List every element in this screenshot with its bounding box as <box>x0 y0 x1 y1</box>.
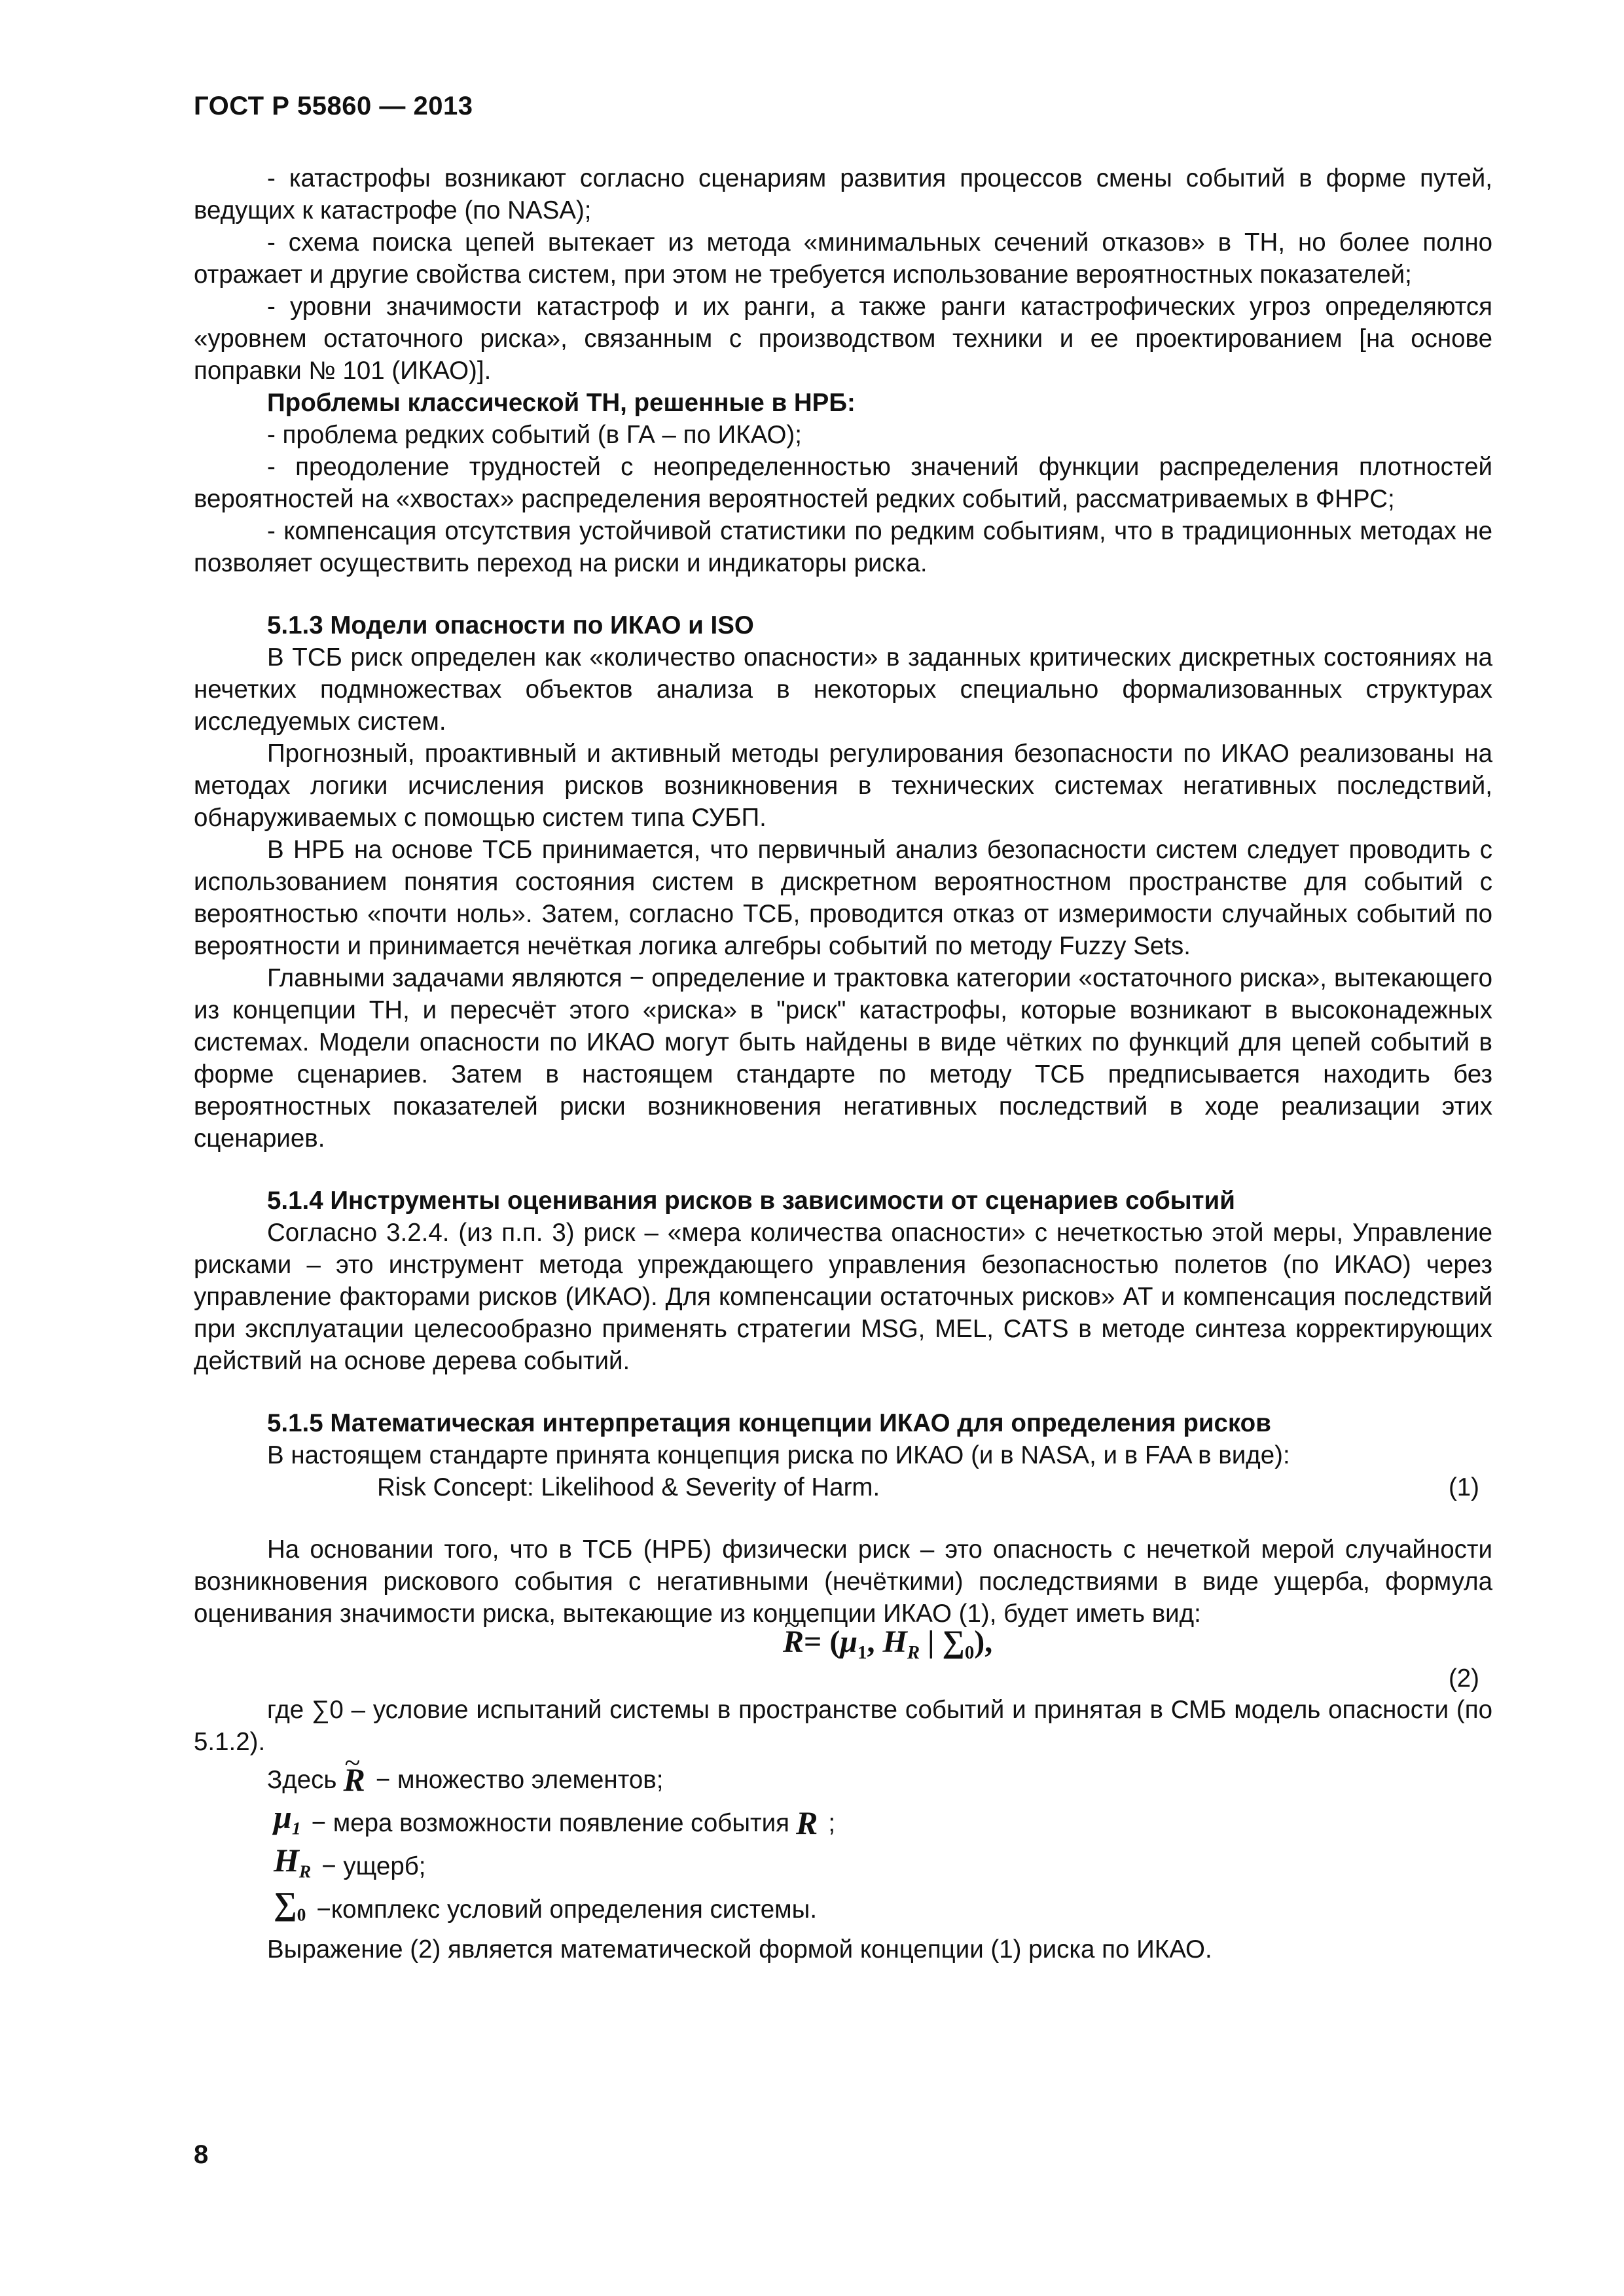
definition-r: Здесь ~ R − множество элементов; <box>267 1758 1492 1801</box>
section-heading-5-1-3: 5.1.3 Модели опасности по ИКАО и ISO <box>267 611 754 639</box>
symbol-h: $H_R$ <box>274 1842 312 1882</box>
subheading-problems: Проблемы классической ТН, решенные в НРБ: <box>267 389 856 417</box>
paragraph: где ∑0 – условие испытаний системы в пространстве событий и принятая в СМБ модель опасности (по 5.1.2). <box>194 1696 1492 1756</box>
section-heading-5-1-5: 5.1.5 Математическая интерпретация концепции ИКАО для определения рисков <box>267 1409 1271 1437</box>
closing-sentence: Выражение (2) является математической формой концепции (1) риска по ИКАО. <box>267 1935 1212 1964</box>
paragraph: - преодоление трудностей с неопределенностью значений функции распределения плотностей вероятностей на «хвостах» распределения вероятностей редких событий, рассматриваемых в ФНРС; <box>194 453 1492 513</box>
equation-number-1: (1) <box>1448 1473 1479 1501</box>
paragraph: В ТСБ риск определен как «количество опасности» в заданных критических дискретных состояниях на нечетких подмножествах объектов анализа в некоторых специально формализованных структурах исследуемых систем. <box>194 643 1492 736</box>
paragraph: - катастрофы возникают согласно сценариям развития процессов смены событий в форме путей, ведущих к катастрофе (по NASA); <box>194 164 1492 224</box>
paragraph: Главными задачами являются − определение и трактовка категории «остаточного риска», вытекающего из концепции ТН, и пересчёт этого «риска» в "риск" катастрофы, которые возникают в высоконадежных системах. Модели опасности по ИКАО могут быть найдены в виде чётких по функций для цепей событий в форме сценариев. Затем в настоящем стандарте по методу ТСБ предписывается находить без вероятностных показателей риски возникновения негативных последствий в ходе реализации этих сценариев. <box>194 964 1492 1153</box>
paragraph: В настоящем стандарте принята концепция риска по ИКАО (и в NASA, и в FAA в виде): <box>267 1441 1290 1469</box>
symbol-r-tilde: ~ R <box>343 1764 365 1796</box>
paragraph: - уровни значимости катастроф и их ранги, а также ранги катастрофических угроз определяются «уровнем остаточного риска», связанным с производством техники и ее проектированием [на основе поправки № 101 (ИКАО)]. <box>194 293 1492 385</box>
symbol-r: R <box>796 1804 818 1841</box>
formula-2-expression: ~ $R= (\mu_1$, $H_R$ | $\sum_0$), <box>783 1626 992 1669</box>
page-header: ГОСТ Р 55860 — 2013 <box>194 92 473 120</box>
equation-number-2: (2) <box>1448 1664 1479 1693</box>
definition-mu: $\mu_1$ − мера возможности появление события R ; <box>267 1801 1492 1844</box>
page-number: 8 <box>194 2140 209 2169</box>
paragraph: Согласно 3.2.4. (из п.п. 3) риск – «мера количества опасности» с нечеткостью этой меры, Управление рисками – это инструмент метода упреждающего управления безопасностью полетов (по ИКАО) через управление факторами рисков (ИКАО). Для компенсации остаточных рисков» АТ и компенсация последствий при эксплуатации целесообразно применять стратегии MSG, MEL, CATS в методе синтеза корректирующих действий на основе дерева событий. <box>194 1219 1492 1375</box>
formula-1-text: Risk Concept: Likelihood & Severity of Harm. <box>377 1473 880 1501</box>
formula-r-tilde: ~ R <box>783 1626 804 1658</box>
symbol-definitions <box>194 1758 1492 1931</box>
formula-2 <box>194 1624 1492 1694</box>
symbol-sigma: $\sum_0$ <box>274 1885 306 1925</box>
paragraph: В НРБ на основе ТСБ принимается, что первичный анализ безопасности систем следует проводить с использованием понятия состояния систем в дискретном вероятностном пространстве для событий с вероятностью «почти ноль». Затем, согласно ТСБ, проводится отказ от измеримости случайных событий по вероятности и принимается нечёткая логика алгебры событий по методу Fuzzy Sets. <box>194 836 1492 960</box>
formula-1 <box>194 1471 1492 1503</box>
definition-h: $H_R$ − ущерб; <box>267 1844 1492 1888</box>
paragraph: - компенсация отсутствия устойчивой статистики по редким событиям, что в традиционных методах не позволяет осуществить переход на риски и индикаторы риска. <box>194 517 1492 577</box>
symbol-mu: $\mu_1$ <box>274 1799 301 1839</box>
section-heading-5-1-4: 5.1.4 Инструменты оценивания рисков в зависимости от сценариев событий <box>267 1187 1235 1215</box>
paragraph: На основании того, что в ТСБ (НРБ) физически риск – это опасность с нечеткой мерой случайности возникновения рискового события с негативными (нечёткими) последствиями в виде ущерба, формула оценивания значимости риска, вытекающие из концепции ИКАО (1), будет иметь вид: <box>194 1535 1492 1628</box>
paragraph: - схема поиска цепей вытекает из метода «минимальных сечений отказов» в ТН, но более полно отражает и другие свойства систем, при этом не требуется использование вероятностных показателей; <box>194 228 1492 289</box>
paragraph: Прогнозный, проактивный и активный методы регулирования безопасности по ИКАО реализованы на методах логики исчисления рисков возникновения в технических системах негативных последствий, обнаруживаемых с помощью систем типа СУБП. <box>194 740 1492 832</box>
paragraph: - проблема редких событий (в ГА – по ИКАО); <box>267 421 802 449</box>
page-body <box>194 162 1492 1965</box>
definition-sigma: $\sum_0$ −комплекс условий определения системы. <box>267 1888 1492 1931</box>
